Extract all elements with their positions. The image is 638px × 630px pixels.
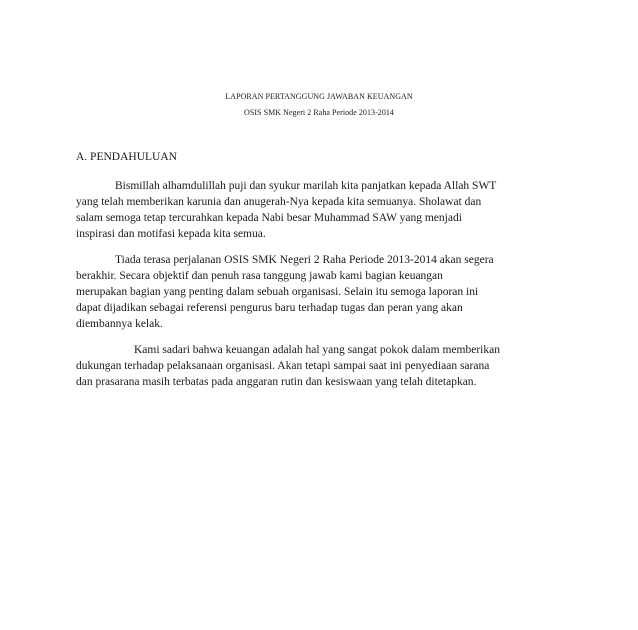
section-heading: A. PENDAHULUAN bbox=[76, 151, 177, 163]
paragraph-line: salam semoga tetap tercurahkan kepada Nabi besar Muhammad SAW yang menjadi bbox=[76, 212, 462, 224]
paragraph-line: diembannya kelak. bbox=[76, 318, 163, 330]
paragraph-line: yang telah memberikan karunia dan anugerah-Nya kepada kita semuanya. Sholawat dan bbox=[76, 196, 482, 208]
paragraph-line: dapat dijadikan sebagai referensi pengurus baru terhadap tugas dan peran yang akan bbox=[76, 302, 463, 314]
paragraph-line: Kami sadari bahwa keuangan adalah hal yang sangat pokok dalam memberikan bbox=[134, 344, 500, 356]
paragraph-line: berakhir. Secara objektif dan penuh rasa tanggung jawab kami bagian keuangan bbox=[76, 270, 443, 282]
paragraph-line: dan prasarana masih terbatas pada anggaran rutin dan kesiswaan yang telah ditetapkan. bbox=[76, 376, 477, 388]
paragraph-line: inspirasi dan motifasi kepada kita semua. bbox=[76, 228, 266, 240]
paragraph-line: merupakan bagian yang penting dalam sebuah organisasi. Selain itu semoga laporan ini bbox=[76, 286, 479, 298]
document-title-line-1: LAPORAN PERTANGGUNG JAWABAN KEUANGAN bbox=[225, 92, 413, 101]
paragraph-line: Bismillah alhamdulillah puji dan syukur marilah kita panjatkan kepada Allah SWT bbox=[115, 180, 497, 192]
paragraph-line: dukungan terhadap pelaksanaan organisasi. Akan tetapi sampai saat ini penyediaan sarana bbox=[76, 360, 490, 372]
paragraph-line: Tiada terasa perjalanan OSIS SMK Negeri 2 Raha Periode 2013-2014 akan segera bbox=[115, 254, 494, 266]
document-title-line-2: OSIS SMK Negeri 2 Raha Periode 2013-2014 bbox=[244, 108, 394, 117]
